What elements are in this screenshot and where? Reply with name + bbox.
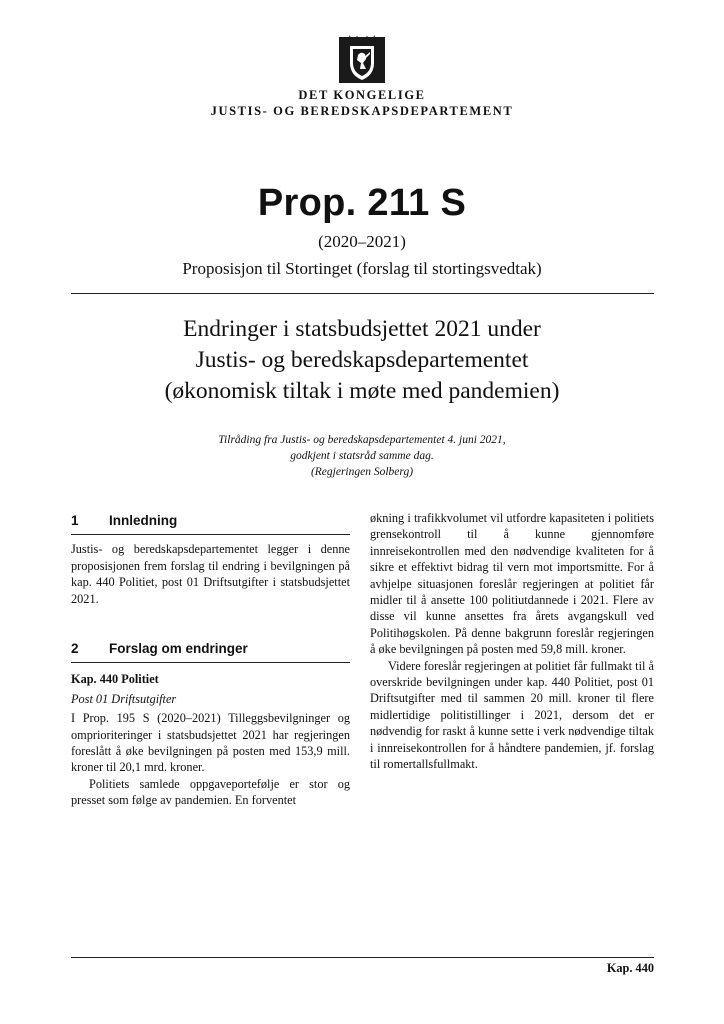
recommendation-line: godkjent i statsråd samme dag.: [290, 450, 434, 462]
title-divider: [71, 293, 654, 294]
document-title-line: Endringer i statsbudsjettet 2021 under: [183, 316, 541, 342]
section-paragraph: Videre foreslår regjeringen at politiet får fullmakt til å overskride bevilgningen under kap. 440 Politiet, post 01 Driftsutgifter med til sammen 20 mill. kroner til flere midlertidige politistillinger i 2021, dersom det er nødvendig for raskt å kunne sette i verk nødvendige tiltak i innreisekontrollen for å håndtere pandemien, jf. forslag til romertallsfullmakt.: [370, 658, 654, 772]
section-paragraph: Justis- og beredskapsdepartementet legger i denne proposisjonen frem forslag til endring i bevilgningen på kap. 440 Politiet, post 01 Driftsutgifter i statsbudsjettet 2021.: [71, 542, 350, 606]
section-title: Innledning: [109, 513, 178, 528]
section-paragraph: økning i trafikkvolumet vil utfordre kapasiteten i politiets grensekontroll til å kunne gjennomføre innreisekontrollen med den nødvendige kvaliteten for å sikre et effektivt bidrag til vern mot importsmitte. For å avhjelpe situasjonen foreslår regjeringen at politiet får midler til å ansette 100 politiutdannede i 2021. Flere av disse vil kunne ansettes fra årets avgangskull ved Politihøgskolen. På denne bakgrunn foreslår regjeringen å øke bevilgningen på posten med 59,8 mill. kroner.: [370, 511, 654, 657]
recommendation-note: [0, 432, 724, 480]
document-title-line: (økonomisk tiltak i møte med pandemien): [164, 378, 560, 404]
chapter-heading: Kap. 440 Politiet: [71, 672, 159, 687]
section-title: Forslag om endringer: [109, 641, 248, 657]
section-heading-forslag: [71, 641, 350, 663]
post-heading: Post 01 Driftsutgifter: [71, 691, 177, 706]
proposition-title: Prop. 211 S: [257, 182, 467, 224]
footer-chapter-label: Kap. 440: [606, 961, 654, 975]
section-paragraph: I Prop. 195 S (2020–2021) Tilleggsbevilgninger og omprioriteringer i statsbudsjettet 2021 har regjeringen foreslått å øke bevilgningen på posten med 153,9 mill. kroner til 20,1 mrd. kroner.: [71, 711, 350, 775]
ministry-name-line2: JUSTIS- OG BEREDSKAPSDEPARTEMENT: [210, 104, 514, 118]
section-number: 1: [71, 513, 79, 528]
proposition-subtitle: Proposisjon til Stortinget (forslag til stortingsvedtak): [182, 259, 542, 278]
section-heading-innledning: [71, 513, 350, 535]
right-column: [370, 510, 654, 773]
left-column: [71, 513, 350, 809]
proposition-years: (2020–2021): [318, 232, 406, 251]
recommendation-line: (Regjeringen Solberg): [310, 466, 414, 478]
footer-divider: [71, 957, 654, 958]
document-title-line: Justis- og beredskapsdepartementet: [195, 347, 529, 373]
recommendation-line: Tilråding fra Justis- og beredskapsdepartementet 4. juni 2021,: [218, 434, 506, 446]
ministry-name-line1: DET KONGELIGE: [298, 88, 426, 102]
section-paragraph: Politiets samlede oppgaveportefølje er stor og presset som følge av pandemien. En forventet: [71, 776, 350, 808]
document-title: [0, 314, 724, 407]
coat-of-arms-icon: [339, 33, 385, 83]
section-number: 2: [71, 641, 79, 657]
